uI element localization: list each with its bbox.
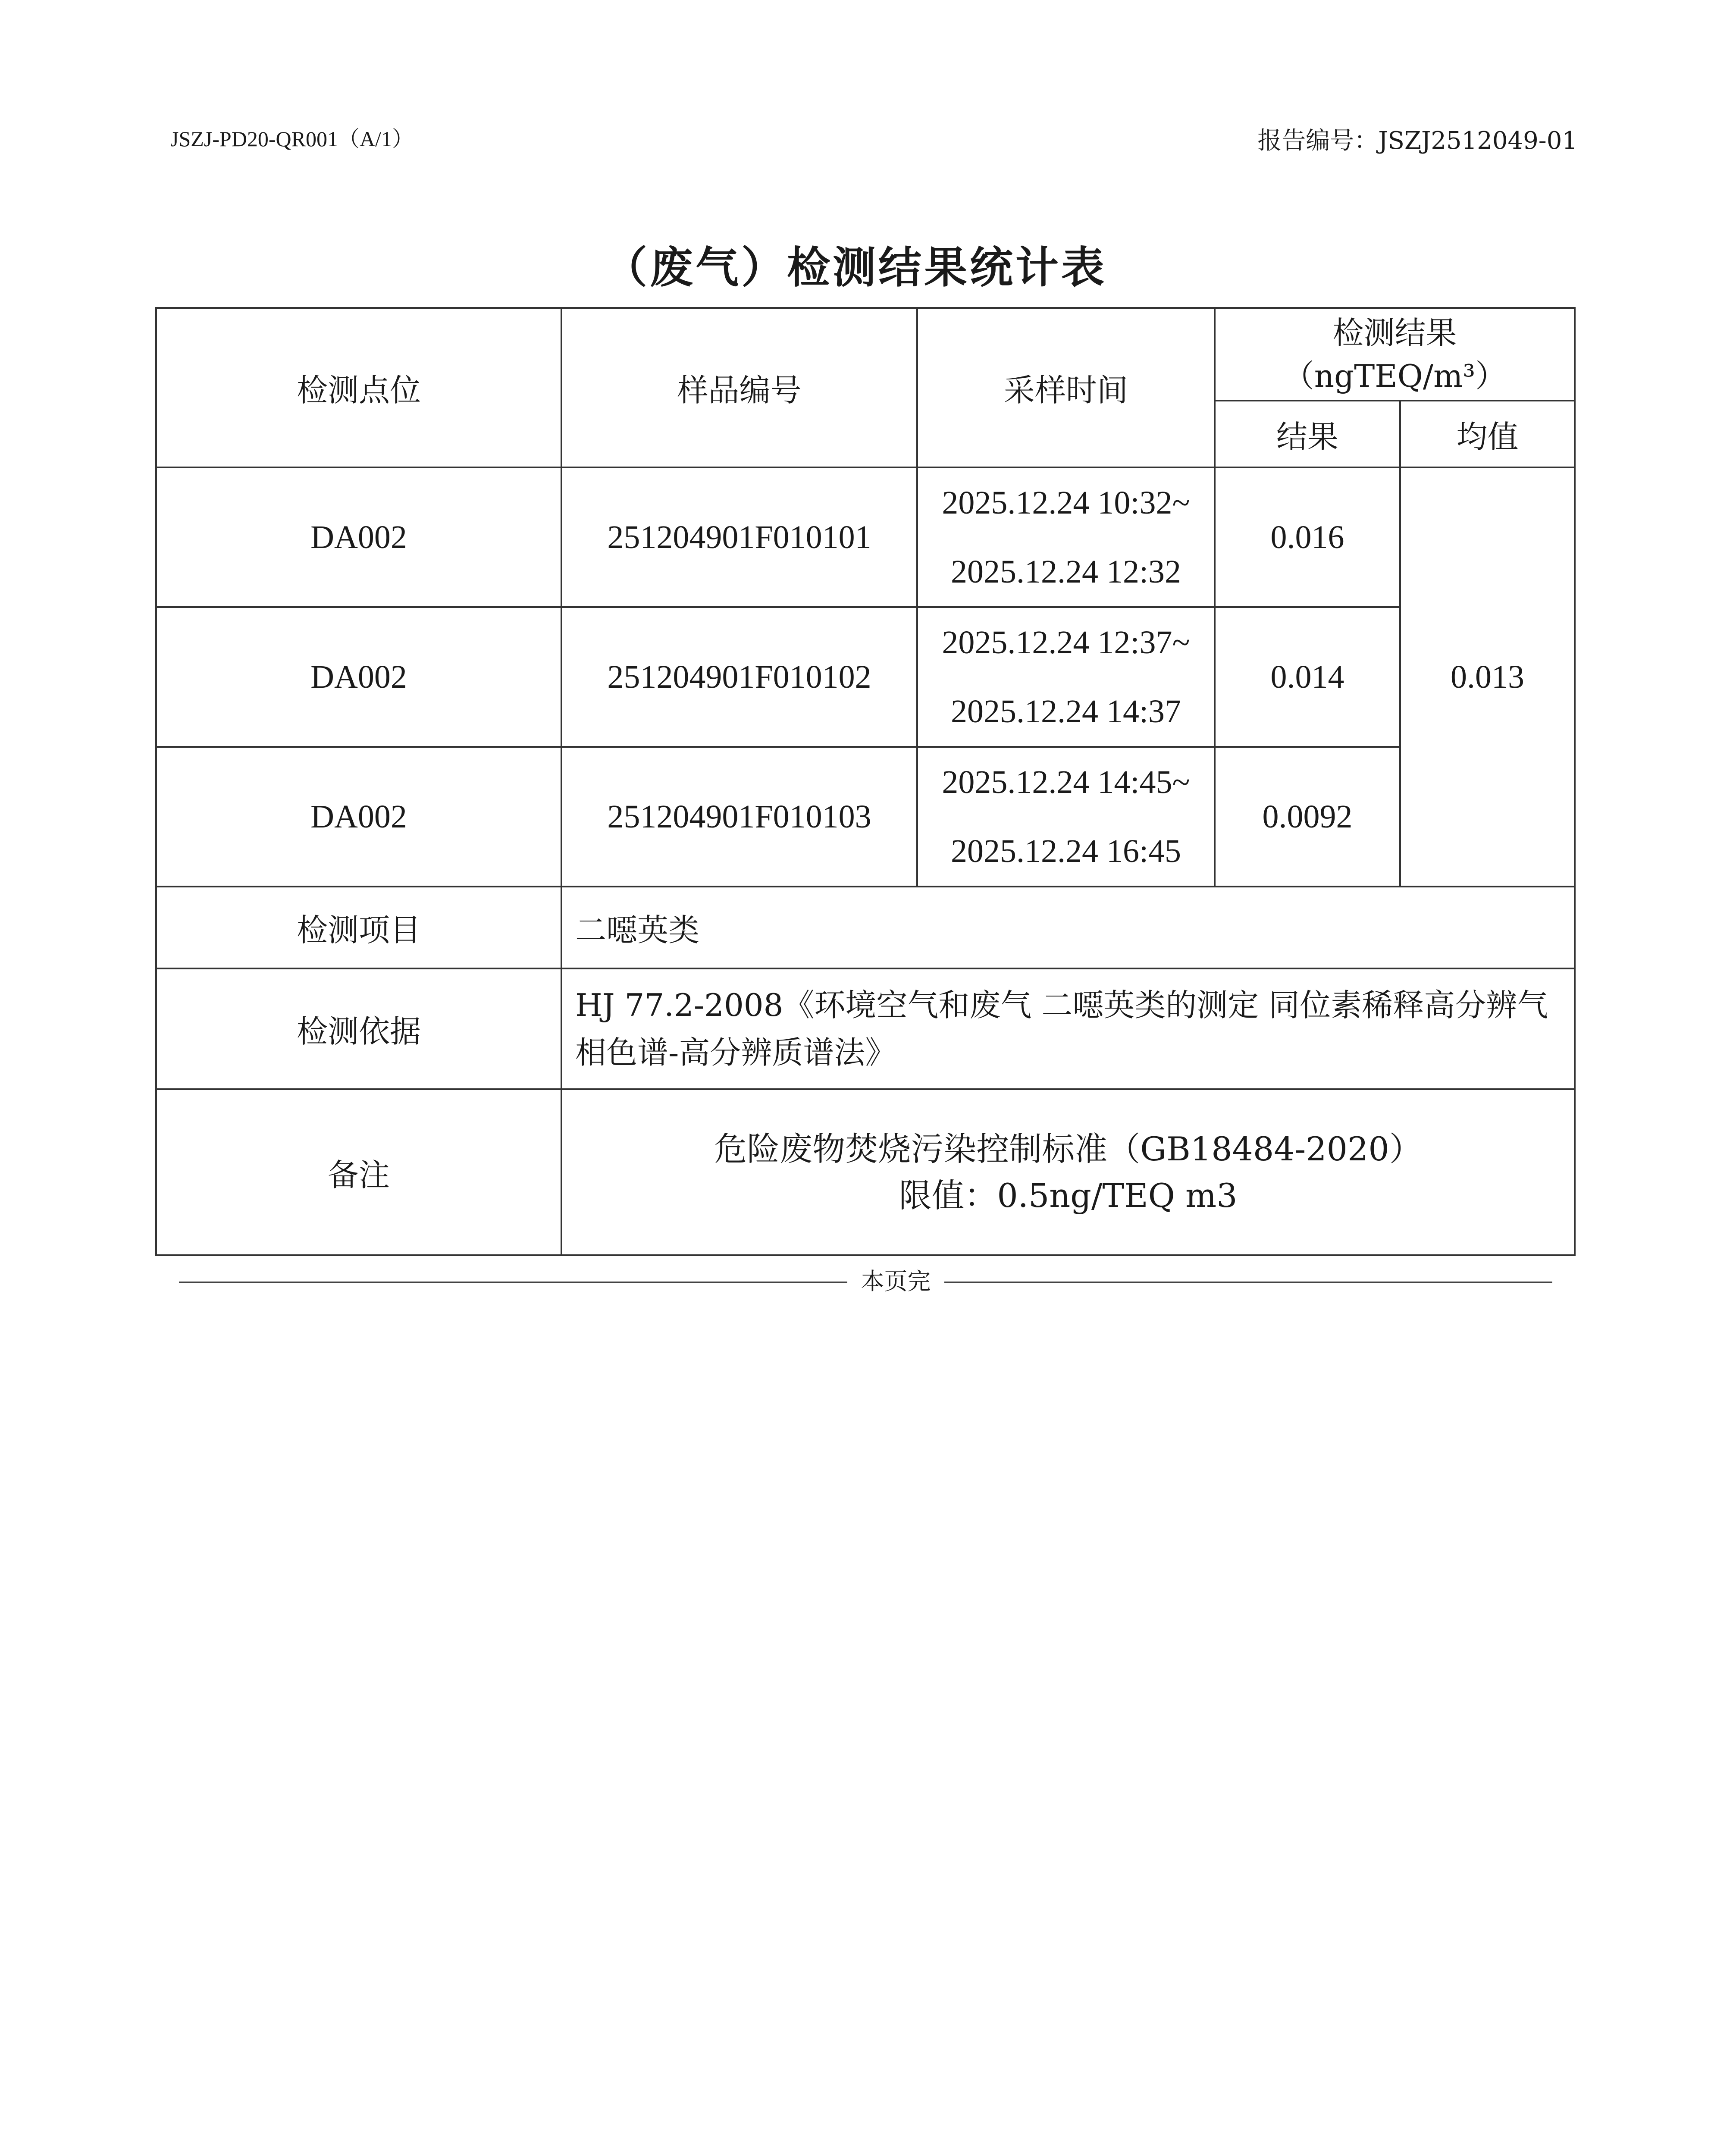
report-number: 报告编号：JSZJ2512049-01: [1257, 127, 1577, 155]
note-line-limit: 限值：0.5ng/TEQ m3: [899, 1176, 1238, 1215]
cell-sample-no: 251204901F010102: [561, 607, 917, 747]
header-location: 检测点位: [156, 308, 561, 467]
header-result-group-label: 检测结果: [1332, 314, 1457, 351]
basis-label: 检测依据: [156, 968, 561, 1089]
time-end: 2025.12.24 16:45: [950, 833, 1181, 869]
cell-result: 0.016: [1215, 467, 1400, 607]
cell-sample-no: 251204901F010101: [561, 467, 917, 607]
table-row: [156, 467, 1575, 607]
cell-result: 0.014: [1215, 607, 1400, 747]
cell-location: DA002: [156, 607, 561, 747]
header-result-unit: （ngTEQ/m³）: [1283, 357, 1507, 394]
cell-sampling-time: [917, 747, 1215, 887]
note-row: [156, 1089, 1575, 1255]
cell-sample-no: 251204901F010103: [561, 747, 917, 887]
cell-sampling-time: [917, 607, 1215, 747]
page-end-divider: [179, 1269, 1552, 1294]
header-mean: 均值: [1400, 401, 1575, 467]
time-start: 2025.12.24 10:32~: [942, 485, 1190, 521]
divider-line-left: [179, 1282, 847, 1283]
time-end: 2025.12.24 12:32: [950, 554, 1181, 590]
cell-result: 0.0092: [1215, 747, 1400, 887]
header-result-group: [1215, 308, 1575, 401]
header-sample-no: 样品编号: [561, 308, 917, 467]
page-title: （废气）检测结果统计表: [604, 242, 1107, 293]
basis-row: [156, 968, 1575, 1089]
item-value: 二噁英类: [561, 887, 1575, 968]
time-start: 2025.12.24 12:37~: [942, 624, 1190, 661]
basis-value: HJ 77.2-2008《环境空气和废气 二噁英类的测定 同位素稀释高分辨气相色谱-高分辨质谱法》: [561, 968, 1575, 1089]
time-start: 2025.12.24 14:45~: [942, 764, 1190, 800]
cell-sampling-time: [917, 467, 1215, 607]
header-sampling-time: 采样时间: [917, 308, 1215, 467]
header-row: [156, 308, 1575, 401]
table-row: [156, 607, 1575, 747]
item-row: [156, 887, 1575, 968]
cell-mean: 0.013: [1400, 467, 1575, 887]
cell-location: DA002: [156, 747, 561, 887]
note-value: [561, 1089, 1575, 1255]
time-end: 2025.12.24 14:37: [950, 693, 1181, 730]
cell-location: DA002: [156, 467, 561, 607]
divider-line-right: [944, 1282, 1552, 1283]
table-row: [156, 747, 1575, 887]
note-line-standard: 危险废物焚烧污染控制标准（GB18484-2020）: [714, 1129, 1422, 1168]
document-code: JSZJ-PD20-QR001（A/1）: [170, 127, 414, 151]
result-table: [155, 307, 1576, 1256]
header-result: 结果: [1215, 401, 1400, 467]
page-end-text: 本页完: [861, 1268, 931, 1295]
note-label: 备注: [156, 1089, 561, 1255]
item-label: 检测项目: [156, 887, 561, 968]
